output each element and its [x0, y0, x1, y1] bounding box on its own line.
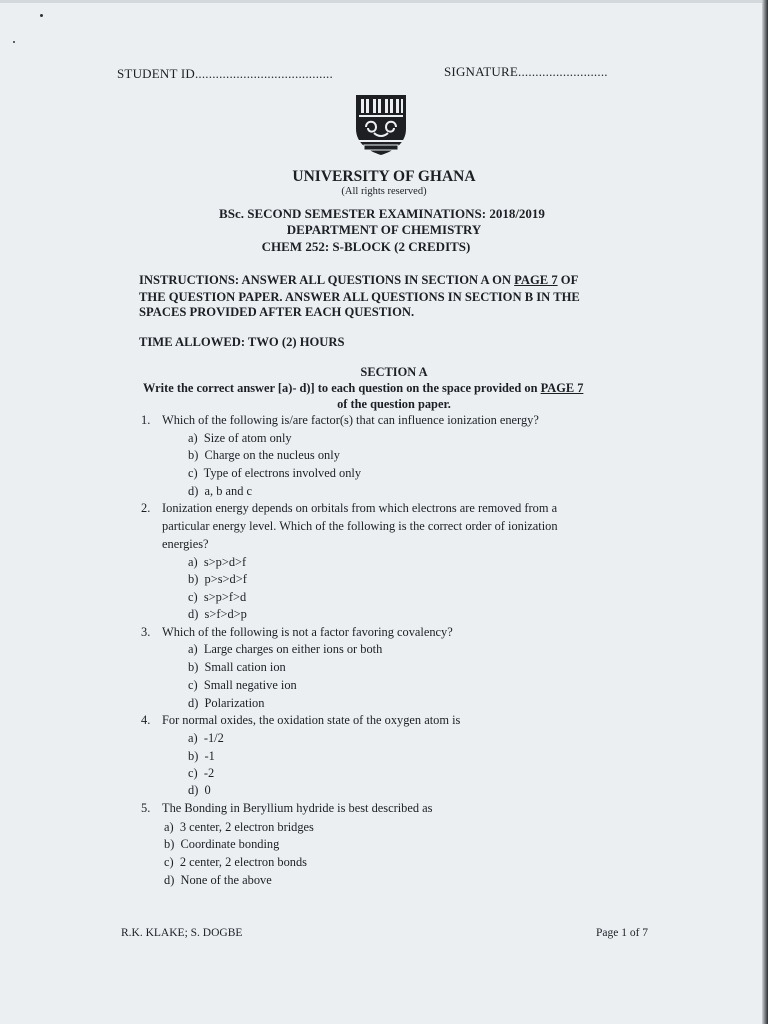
option-letter: d): [188, 696, 199, 710]
university-title: UNIVERSITY OF GHANA: [292, 168, 476, 185]
option-letter: c): [164, 855, 174, 869]
option-item: [188, 696, 264, 711]
student-id-field: STUDENT ID........................................: [117, 66, 333, 81]
instructions-line-3: SPACES PROVIDED AFTER EACH QUESTION.: [139, 305, 415, 319]
option-text: None of the above: [180, 873, 272, 887]
option-letter: b): [188, 749, 199, 763]
option-text: Polarization: [204, 696, 265, 710]
option-item: [164, 837, 279, 852]
question-number: 1.: [141, 413, 151, 427]
section-instruction-line-1: [143, 381, 583, 396]
option-text: Size of atom only: [203, 431, 292, 445]
option-letter: d): [164, 873, 175, 887]
option-item: [188, 466, 361, 481]
section-title: SECTION A: [360, 365, 428, 379]
scan-speck: [13, 41, 15, 43]
option-item: [188, 642, 382, 657]
question-text: Ionization energy depends on orbitals from which electrons are removed from a: [162, 501, 558, 515]
instructions-line-2: THE QUESTION PAPER. ANSWER ALL QUESTIONS IN SECTION B IN THE: [139, 290, 580, 304]
question-text: particular energy level. Which of the following is the correct order of ionization: [162, 519, 558, 533]
option-letter: a): [188, 731, 198, 745]
rights-note: (All rights reserved): [341, 186, 427, 197]
section-instruction-text: Write the correct answer [a)- d)] to each question on the space provided on: [143, 381, 541, 395]
option-item: [188, 572, 247, 587]
option-item: [188, 448, 340, 463]
option-letter: b): [188, 448, 199, 462]
option-item: [188, 607, 247, 622]
option-letter: a): [188, 642, 198, 656]
option-text: 3 center, 2 electron bridges: [179, 820, 314, 834]
option-text: s>p>d>f: [203, 555, 247, 569]
instructions-text: OF: [557, 273, 579, 287]
option-letter: d): [188, 783, 199, 797]
section-instruction-line-2: of the question paper.: [337, 397, 451, 411]
option-letter: c): [188, 466, 198, 480]
option-text: s>f>d>p: [204, 607, 247, 621]
option-text: 0: [204, 783, 211, 797]
option-letter: c): [188, 766, 198, 780]
option-text: Charge on the nucleus only: [204, 448, 340, 462]
instructions-line-1: [139, 273, 578, 288]
page-number: Page 1 of 7: [596, 927, 649, 939]
option-item: [188, 749, 215, 764]
option-letter: b): [188, 660, 199, 674]
scan-speck: [40, 14, 43, 17]
instructions-text: INSTRUCTIONS: ANSWER ALL QUESTIONS IN SECTION A ON: [139, 273, 515, 287]
option-item: [188, 590, 246, 605]
option-letter: a): [188, 431, 198, 445]
question-number: 5.: [141, 801, 151, 815]
option-letter: b): [188, 572, 199, 586]
department-title: DEPARTMENT OF CHEMISTRY: [286, 222, 482, 237]
option-item: [188, 555, 246, 570]
option-item: [188, 766, 214, 781]
option-item: [188, 783, 211, 798]
course-title: CHEM 252: S-BLOCK (2 CREDITS): [261, 239, 471, 254]
scan-right-edge: [762, 0, 768, 1024]
option-item: [188, 660, 286, 675]
option-item: [164, 855, 307, 870]
option-text: Large charges on either ions or both: [203, 642, 383, 656]
option-letter: d): [188, 607, 199, 621]
question-text: energies?: [162, 537, 209, 551]
option-item: [164, 820, 314, 835]
option-text: p>s>d>f: [204, 572, 247, 586]
exam-title: BSc. SECOND SEMESTER EXAMINATIONS: 2018/2019: [219, 206, 545, 221]
option-letter: c): [188, 590, 198, 604]
question-number: 3.: [141, 625, 151, 639]
question-text: For normal oxides, the oxidation state of the oxygen atom is: [162, 713, 461, 727]
option-text: -2: [203, 766, 215, 780]
option-letter: a): [164, 820, 174, 834]
option-item: [164, 873, 272, 888]
option-text: Small cation ion: [204, 660, 286, 674]
scan-top-edge: [0, 0, 768, 3]
time-allowed: TIME ALLOWED: TWO (2) HOURS: [139, 335, 345, 349]
signature-field: SIGNATURE..........................: [444, 64, 608, 79]
page-7-reference: PAGE 7: [540, 381, 584, 395]
option-item: [188, 678, 297, 693]
option-text: Coordinate bonding: [180, 837, 280, 851]
university-crest-logo: [354, 93, 408, 157]
option-letter: a): [188, 555, 198, 569]
footer-authors: R.K. KLAKE; S. DOGBE: [121, 927, 243, 939]
option-letter: c): [188, 678, 198, 692]
question-text: The Bonding in Beryllium hydride is best described as: [162, 801, 433, 815]
option-text: Type of electrons involved only: [203, 466, 362, 480]
option-text: -1: [204, 749, 215, 763]
question-text: Which of the following is/are factor(s) that can influence ionization energy?: [162, 413, 539, 427]
option-text: Small negative ion: [203, 678, 297, 692]
option-item: [188, 731, 224, 746]
option-text: s>p>f>d: [203, 590, 247, 604]
option-text: 2 center, 2 electron bonds: [179, 855, 307, 869]
question-number: 4.: [141, 713, 151, 727]
option-item: [188, 431, 292, 446]
option-item: [188, 484, 252, 499]
option-text: -1/2: [203, 731, 224, 745]
option-letter: b): [164, 837, 175, 851]
option-letter: d): [188, 484, 199, 498]
question-number: 2.: [141, 501, 151, 515]
page-7-reference: PAGE 7: [514, 273, 558, 287]
question-text: Which of the following is not a factor favoring covalency?: [162, 625, 453, 639]
option-text: a, b and c: [204, 484, 253, 498]
